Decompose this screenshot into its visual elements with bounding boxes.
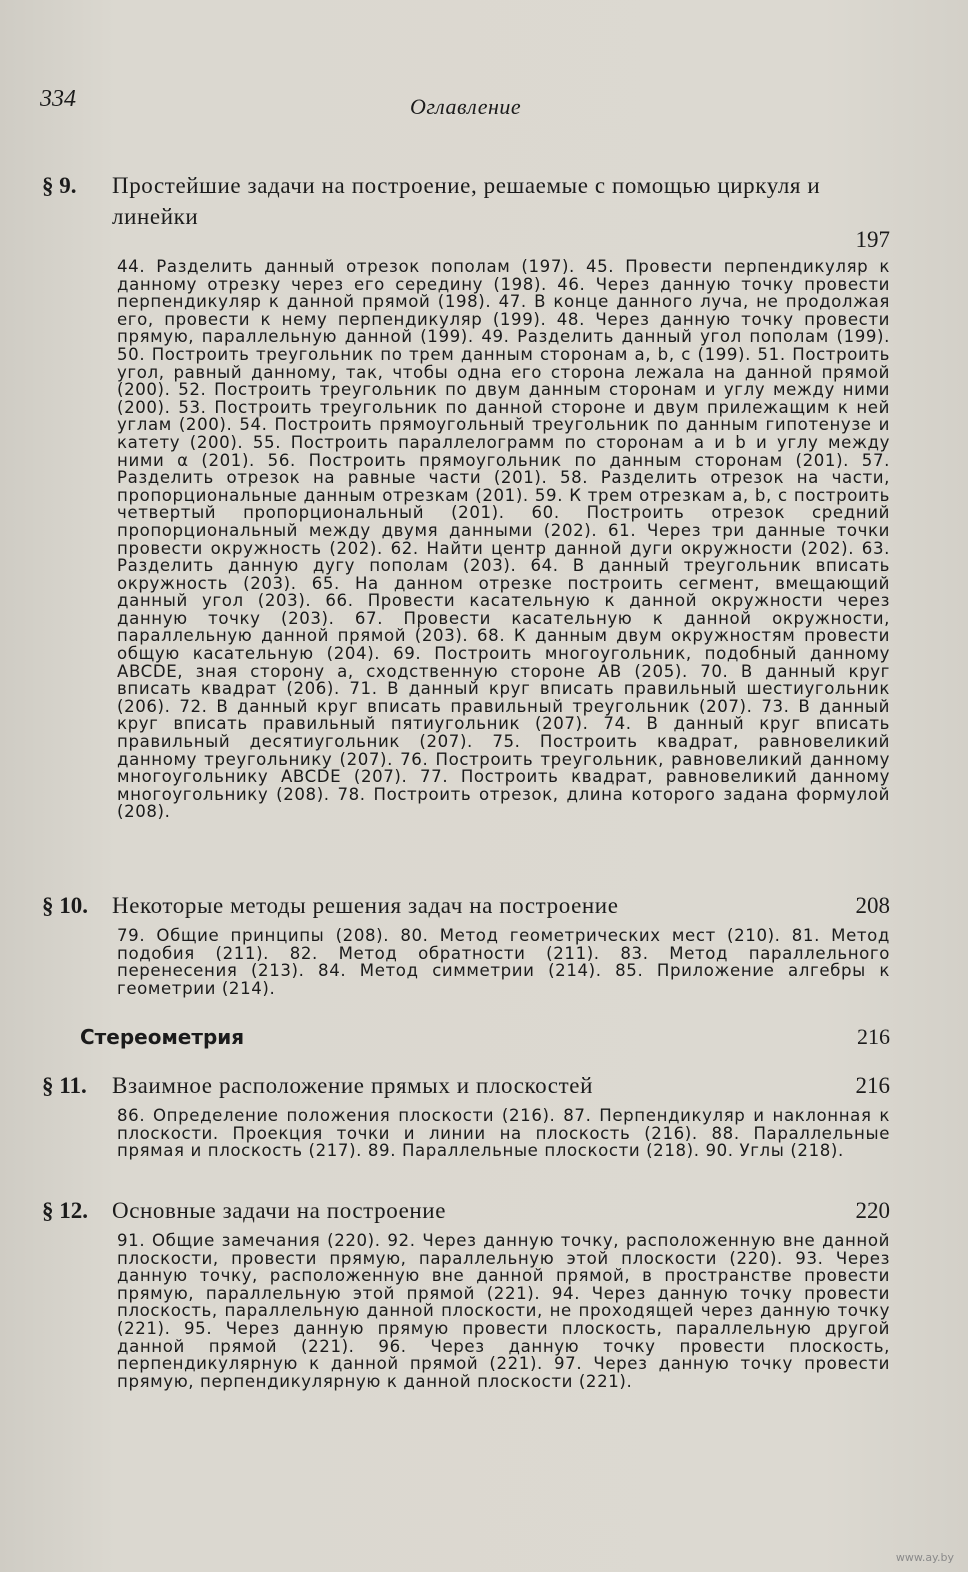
section-page: 197 [855, 227, 890, 252]
watermark: www.ay.by [895, 1551, 954, 1564]
section-number: § 12. [42, 1198, 88, 1223]
section-title: Взаимное расположение прямых и плоскостей [112, 1073, 593, 1098]
section-title: Основные задачи на построение [112, 1198, 447, 1223]
section-items: 91. Общие замечания (220). 92. Через данную точку, расположенную вне данной плоскости, провести прямую, параллельную этой плоскости (220). 93. Через данную точку, расположенную вне данной прямой, в пространстве провести прямую, параллельную этой прямой (221). 94. Через данную точку провести плоскость, параллельную данной плоскости, не проходящей через данную точку (221). 95. Через данную прямую провести плоскость, параллельную другой данной прямой (221). 96. Через данную точку провести плоскость, перпендикулярную к данной прямой (221). 97. Через данную точку провести прямую, перпендикулярную к данной плоскости (221). [117, 1231, 890, 1391]
toc-section-12 [42, 1195, 890, 1390]
section-title: Простейшие задачи на построение, решаемые с помощью циркуля и линейки [112, 173, 821, 229]
section-title: Некоторые методы решения задач на построение [112, 893, 619, 918]
page-number: 334 [40, 86, 76, 112]
section-number: § 10. [42, 893, 88, 918]
part-title: Стереометрия [80, 1025, 245, 1049]
running-title: Оглавление [410, 94, 522, 119]
section-items: 44. Разделить данный отрезок пополам (197). 45. Провести перпендикуляр к данному отрезку через его середину (198). 46. Через данную точку провести перпендикуляр к данной прямой (198). 47. В конце данного луча, не продолжая его, провести к нему перпендикуляр (199). 48. Через данную точку провести прямую, параллельную данной (199). 49. Разделить данный угол пополам (199). 50. Построить треугольник по трем данным сторонам a, b, c (199). 51. Построить угол, равный данному, так, чтобы одна его сторона лежала на данной прямой (200). 52. Построить треугольник по двум данным сторонам и углу между ними (200). 53. Построить треугольник по данной стороне и двум прилежащим к ней углам (200). 54. Построить прямоугольный треугольник по данным гипотенузе и катету (200). 55. Построить параллелограмм по сторонам a и b и углу между ними α (201). 56. Построить прямоугольник по данным сторонам (201). 57. Разделить отрезок на равные части (201). 58. Разделить отрезок на части, пропорциональные данным отрезкам (201). 59. К трем отрезкам a, b, c построить четвертый пропорциональный (201). 60. Построить отрезок средний пропорциональный между двумя данными (202). 61. Через три данные точки провести окружность (202). 62. Найти центр данной дуги окружности (202). 63. Разделить данную дугу пополам (203). 64. В данный треугольник вписать окружность (203). 65. На данном отрезке построить сегмент, вмещающий данный угол (203). 66. Провести касательную к данной окружности через данную точку (203). 67. Провести касательную к данной окружности, параллельную данной прямой (203). 68. К данным двум окружностям провести общую касательную (204). 69. Построить многоугольник, подобный данному ABCDE, зная сторону a, сходственную стороне AB (205). 70. В данный круг вписать квадрат (206). 71. В данный круг вписать правильный шестиугольник (206). 72. В данный круг вписать правильный треугольник (207). 73. В данный круг вписать правильный пятиугольник (207). 74. В данный круг вписать правильный десятиугольник (207). 75. Построить квадрат, равновеликий данному треугольнику (207). 76. Построить треугольник, равновеликий данному многоугольнику ABCDE (207). 77. Построить квадрат, равновеликий данному многоугольнику (208). 78. Построить отрезок, длина которого задана формулой (208). [117, 257, 890, 822]
section-number: § 11. [42, 1073, 87, 1098]
section-heading [42, 1070, 890, 1101]
section-page: 208 [855, 893, 890, 918]
part-heading [80, 1024, 890, 1050]
toc-section-9 [42, 170, 890, 821]
section-page: 220 [855, 1198, 890, 1223]
toc-section-11 [42, 1070, 890, 1160]
toc-section-10 [42, 890, 890, 997]
section-page: 216 [855, 1073, 890, 1098]
section-heading [42, 1195, 890, 1226]
section-heading [42, 170, 890, 232]
part-page: 216 [857, 1024, 890, 1049]
section-heading [42, 890, 890, 921]
section-number: § 9. [42, 173, 77, 198]
section-items: 79. Общие принципы (208). 80. Метод геометрических мест (210). 81. Метод подобия (211). 82. Метод обратности (211). 83. Метод параллельного перенесения (213). 84. Метод симметрии (214). 85. Приложение алгебры к геометрии (214). [117, 926, 890, 998]
section-items: 86. Определение положения плоскости (216). 87. Перпендикуляр и наклонная к плоскости. Проекция точки и линии на плоскость (216). 88. Параллельные прямая и плоскость (217). 89. Параллельные плоскости (218). 90. Углы (218). [117, 1106, 890, 1161]
